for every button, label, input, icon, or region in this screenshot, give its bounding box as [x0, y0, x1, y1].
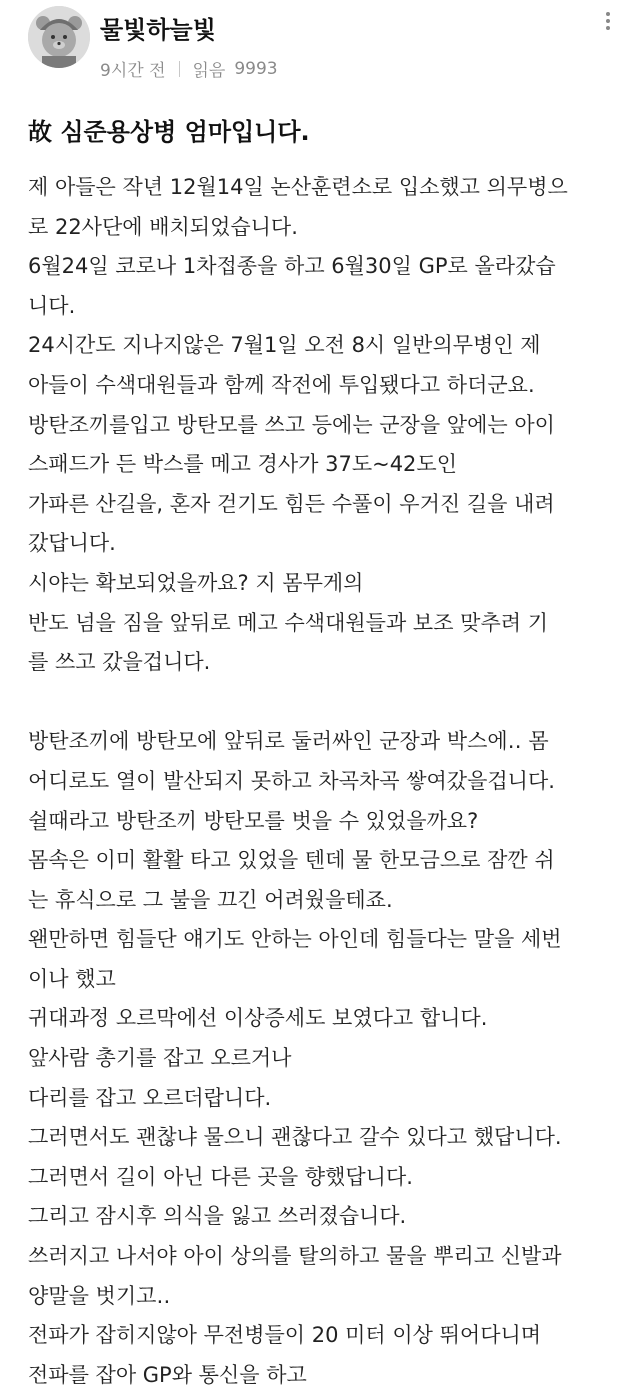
views-label: 읽음 — [192, 61, 226, 81]
avatar[interactable] — [28, 6, 90, 68]
author-name[interactable]: 물빛하늘빛 — [100, 16, 216, 44]
post-time: 9시간 전 — [100, 61, 166, 81]
post-title: 故 심준용상병 엄마입니다. — [28, 118, 310, 146]
post-body — [28, 168, 628, 1395]
body-line: 24시간도 지나지않은 7월1일 오전 8시 일반의무병인 제 — [28, 333, 541, 358]
views-count: 9993 — [234, 58, 278, 79]
body-line: 이나 했고 — [28, 966, 116, 991]
body-line: 그러면서도 괜찮냐 물으니 괜찮다고 갈수 있다고 했답니다. — [28, 1125, 562, 1150]
body-line: 앞사람 총기를 잡고 오르거나 — [28, 1046, 292, 1071]
body-line: 어디로도 열이 발산되지 못하고 차곡차곡 쌓여갔을겁니다. — [28, 768, 555, 793]
post-header — [0, 0, 640, 90]
bear-soldier-avatar-icon — [28, 6, 90, 68]
more-options-icon[interactable] — [598, 10, 618, 34]
body-line — [28, 683, 628, 723]
body-line: 6월24일 코로나 1차접종을 하고 6월30일 GP로 올라갔습 — [28, 254, 556, 279]
body-line: 그러면서 길이 아닌 다른 곳을 향했답니다. — [28, 1164, 413, 1189]
body-line: 왠만하면 힘들단 얘기도 안하는 아인데 힘들다는 말을 세번 — [28, 927, 562, 952]
body-line: 방탄조끼에 방탄모에 앞뒤로 둘러싸인 군장과 박스에‥ 몸 — [28, 729, 549, 754]
body-line: 양말을 벗기고‥ — [28, 1283, 171, 1308]
body-line: 전파가 잡히지않아 무전병들이 20 미터 이상 뛰어다니며 — [28, 1323, 542, 1348]
body-line: 쉴때라고 방탄조끼 방탄모를 벗을 수 있었을까요? — [28, 808, 479, 833]
post-meta — [100, 56, 278, 81]
body-line: 그리고 잠시후 의식을 잃고 쓰러졌습니다. — [28, 1204, 407, 1229]
body-line: 갔답니다. — [28, 531, 116, 556]
body-line: 스패드가 든 박스를 메고 경사가 37도~42도인 — [28, 452, 457, 477]
body-line: 반도 넘을 짐을 앞뒤로 메고 수색대원들과 보조 맞추려 기 — [28, 610, 548, 635]
body-line: 로 22사단에 배치되었습니다. — [28, 214, 298, 239]
body-line: 를 쓰고 갔을겁니다. — [28, 650, 211, 675]
body-line: 방탄조끼를입고 방탄모를 쓰고 등에는 군장을 앞에는 아이 — [28, 412, 555, 437]
meta-divider — [179, 61, 180, 77]
body-line: 전파를 잡아 GP와 통신을 하고 — [28, 1362, 307, 1387]
body-line: 가파른 산길을, 혼자 걷기도 힘든 수풀이 우거진 길을 내려 — [28, 491, 555, 516]
body-line: 니다. — [28, 293, 76, 318]
body-line: 귀대과정 오르막에선 이상증세도 보였다고 합니다. — [28, 1006, 488, 1031]
body-line: 쓰러지고 나서야 아이 상의를 탈의하고 물을 뿌리고 신발과 — [28, 1244, 562, 1269]
body-line: 아들이 수색대원들과 함께 작전에 투입됐다고 하더군요. — [28, 372, 535, 397]
body-line: 시야는 확보되었을까요? 지 몸무게의 — [28, 570, 364, 595]
body-line: 는 휴식으로 그 불을 끄긴 어려웠을테죠. — [28, 887, 393, 912]
body-line: 제 아들은 작년 12월14일 논산훈련소로 입소했고 의무병으 — [28, 175, 568, 199]
body-line: 몸속은 이미 활활 타고 있었을 텐데 물 한모금으로 잠깐 쉬 — [28, 848, 555, 873]
body-line: 다리를 잡고 오르더랍니다. — [28, 1085, 272, 1110]
